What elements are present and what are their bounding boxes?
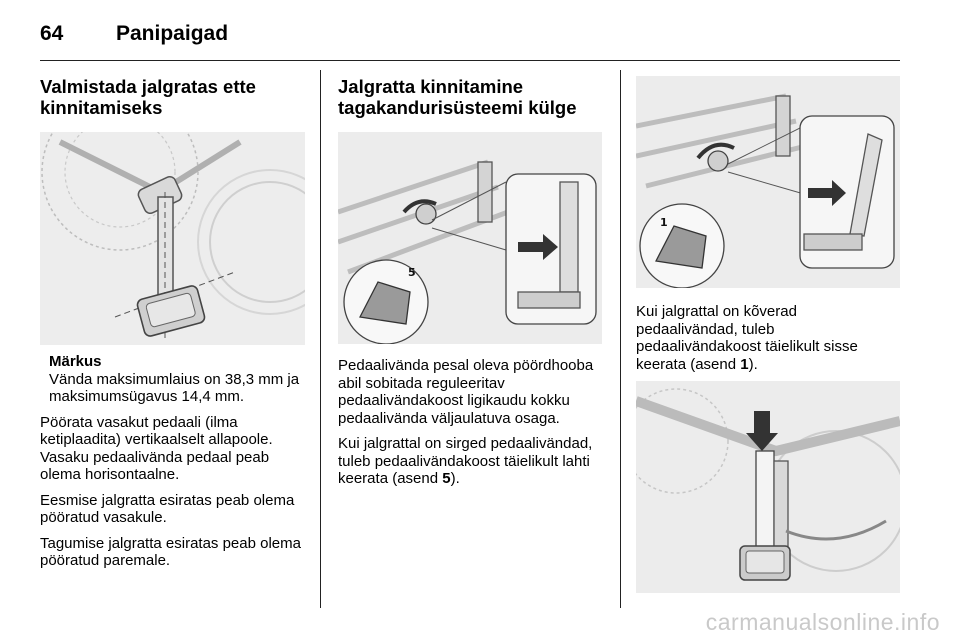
header-rule [40,60,900,61]
section-title: Panipaigad [116,22,229,45]
note-title: Märkus [49,353,102,370]
carrier-figure-1 [338,132,602,344]
watermark: carmanualsonline.info [705,609,940,635]
left-paragraph-1: Pöörata vasakut pedaali (ilma ketiplaadita) vertikaalselt allapoole. Vasaku pedaalivända pedaal peab olema horisontaalne. [40,413,273,483]
right-paragraph: Kui jalgrattal on kõverad pedaalivändad, tuleb pedaalivändakoost täielikult sisse keerata (asend 1). [636,303,858,373]
right-column [636,76,900,593]
position-5: 5 [442,470,451,487]
position-1: 1 [740,355,749,373]
middle-paragraph-2: Kui jalgrattal on sirged pedaalivändad, tuleb pedaalivändakoost täielikult lahti keerata (asend 5). [338,435,593,487]
middle-heading: Jalgratta kinnitamine tagakandurisüsteemi külge [338,76,577,118]
left-column [40,76,305,578]
page-header [40,22,228,46]
carrier-figure-2 [636,76,900,288]
middle-paragraph-1: Pedaalivända pesal oleva pöördhooba abil sobitada reguleeritav pedaalivändakoost ligikaudu kokku pedaalivända väljaulatuva osaga. [338,357,594,427]
column-divider-1 [320,70,321,608]
bike-on-carrier-figure [636,381,900,593]
left-heading: Valmistada jalgratas ette kinnitamiseks [40,76,256,118]
middle-column [338,76,602,496]
note-text: Vända maksimumlaius on 38,3 mm ja maksimumsügavus 14,4 mm. [49,370,300,405]
carrier-illustration-1 [338,132,602,344]
note-block [40,353,305,406]
knob-label-1: 1 [660,216,668,229]
pedal-figure [40,132,305,345]
pedal-illustration [40,132,305,345]
column-divider-2 [620,70,621,608]
left-paragraph-3: Tagumise jalgratta esiratas peab olema pööratud paremale. [40,534,301,569]
knob-label-5: 5 [408,266,416,279]
bike-on-carrier-illustration [636,381,900,593]
carrier-illustration-2 [636,76,900,288]
left-paragraph-2: Eesmise jalgratta esiratas peab olema pööratud vasakule. [40,491,295,526]
page-number: 64 [40,22,64,45]
